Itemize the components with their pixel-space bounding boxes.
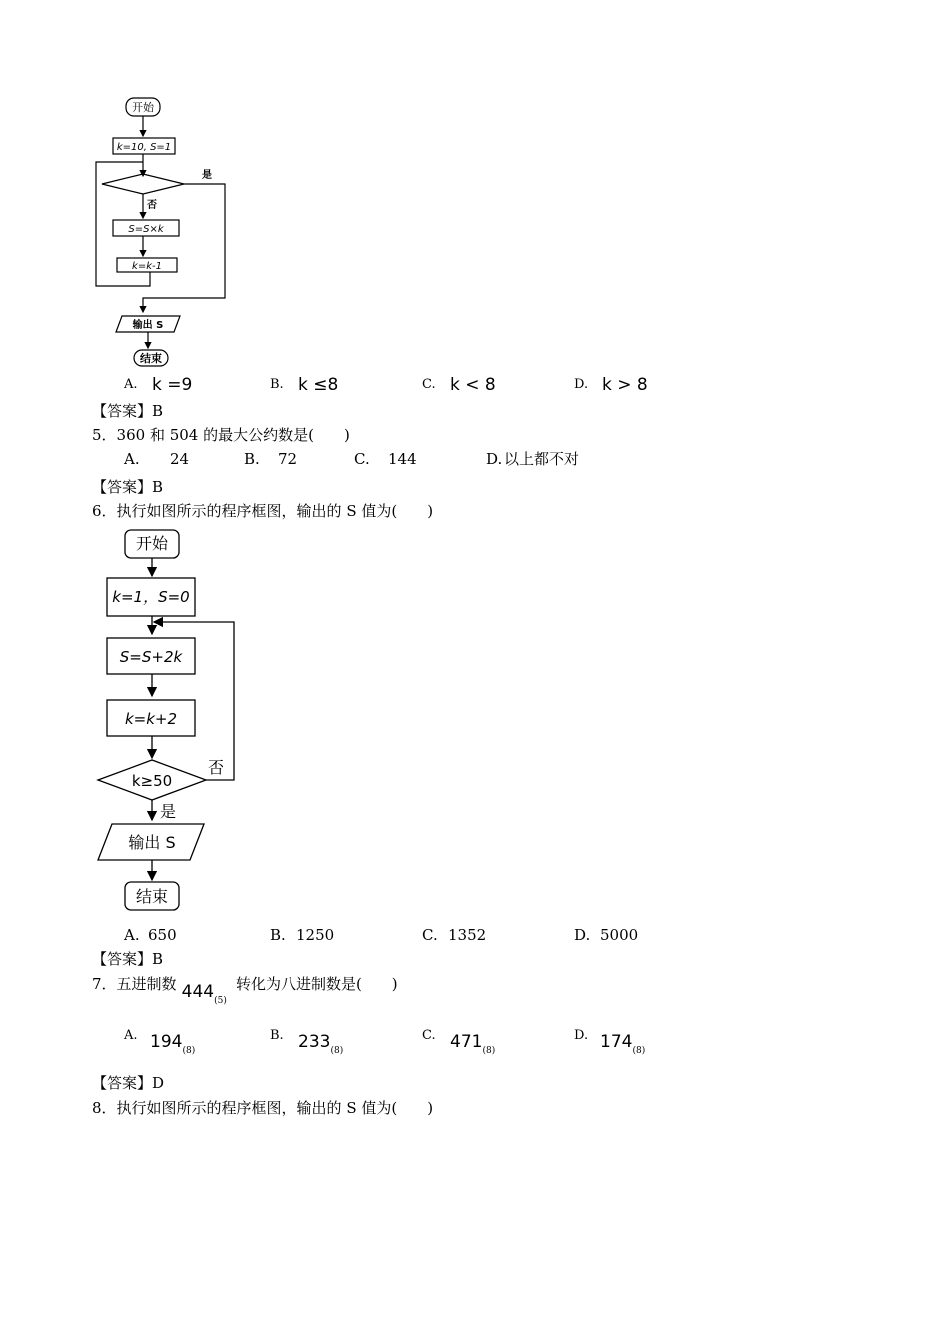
q5-question: 5．360 和 504 的最大公约数是( ) [92,426,350,444]
q7-number: 444 [181,982,215,1002]
q7-option-c-label: C. [422,1028,436,1043]
fc1-decrement-label: k=k-1 [132,261,162,272]
q5-option-d-label: D. [486,450,503,468]
fc2-no-label: 否 [208,758,225,777]
q6-question: 6．执行如图所示的程序框图，输出的 S 值为( ) [92,502,434,520]
q6-option-b-label: B. [270,926,286,944]
fc2-output-label: 输出 S [128,833,176,852]
fc1-no-label: 否 [147,200,157,211]
q4-option-c-label: C. [422,377,436,392]
q7-question [92,974,398,1006]
q6-option-a-label: A. [124,926,140,944]
q7-question-suffix: 转化为八进制数是( ) [235,975,398,993]
q4-option-c: k < 8 [450,375,496,395]
fc1-end-label: 结束 [140,352,162,365]
q6-option-c: 1352 [448,926,487,944]
q7-answer: 【答案】D [92,1074,165,1092]
fc2-end-label: 结束 [135,887,169,906]
fc1-condition-diamond [102,174,184,194]
q7-option-a: 194 [150,1032,183,1052]
q4-answer: 【答案】B [92,402,164,420]
q4-option-a-label: A. [124,377,138,392]
q6-options [0,925,950,945]
q7-option-d: 174 [600,1032,633,1052]
fc1-output-label: 输出 S [132,320,164,331]
fc1-multiply-label: S=S×k [128,224,164,235]
q5-option-a-label: A. [124,450,140,468]
fc1-init-label: k=10, S=1 [116,142,172,153]
fc1-start-label: 开始 [132,101,154,114]
q7-option-d-base: (8) [632,1046,646,1056]
fc2-start-label: 开始 [135,534,169,553]
q5-options [0,449,950,469]
fc1-yes-label: 是 [202,170,212,181]
fc2-step-label: k=k+2 [124,710,178,728]
q7-options [0,1026,950,1058]
q4-option-b: k ≤8 [298,375,339,395]
q5-option-b-label: B. [244,450,260,468]
q7-option-b-base: (8) [330,1046,344,1056]
q5-option-c-label: C. [354,450,370,468]
q7-option-a-base: (8) [182,1046,196,1056]
q7-option-b: 233 [298,1032,331,1052]
fc2-init-label: k=1，S=0 [112,588,190,606]
fc2-cond-label: k≥50 [131,772,173,790]
q7-question-prefix: 7．五进制数 [92,975,177,993]
q7-option-d-label: D. [574,1028,589,1043]
fc2-yes-label: 是 [160,802,177,821]
q6-answer: 【答案】B [92,950,164,968]
q6-option-b: 1250 [296,926,335,944]
q4-options [0,375,950,399]
q6-option-a: 650 [148,926,177,944]
fc2-add-label: S=S+2k [119,648,183,666]
q5-option-c: 144 [388,450,417,468]
q6-option-c-label: C. [422,926,438,944]
q7-option-c: 471 [450,1032,483,1052]
flowchart-1 [80,90,260,375]
q4-option-a: k =9 [152,375,193,395]
q5-option-a: 24 [170,450,190,468]
q8-question: 8．执行如图所示的程序框图，输出的 S 值为( ) [92,1099,434,1117]
q4-option-b-label: B. [270,377,284,392]
q5-option-b: 72 [278,450,298,468]
q7-option-c-base: (8) [482,1046,496,1056]
flowchart-2 [90,524,270,919]
q6-option-d-label: D. [574,926,591,944]
q5-answer: 【答案】B [92,478,164,496]
q7-option-b-label: B. [270,1028,284,1043]
q4-option-d: k > 8 [602,375,648,395]
q7-option-a-label: A. [124,1028,138,1043]
q4-option-d-label: D. [574,377,589,392]
q6-option-d: 5000 [600,926,639,944]
q5-option-d: 以上都不对 [504,450,580,468]
q7-number-base: (5) [214,996,227,1006]
